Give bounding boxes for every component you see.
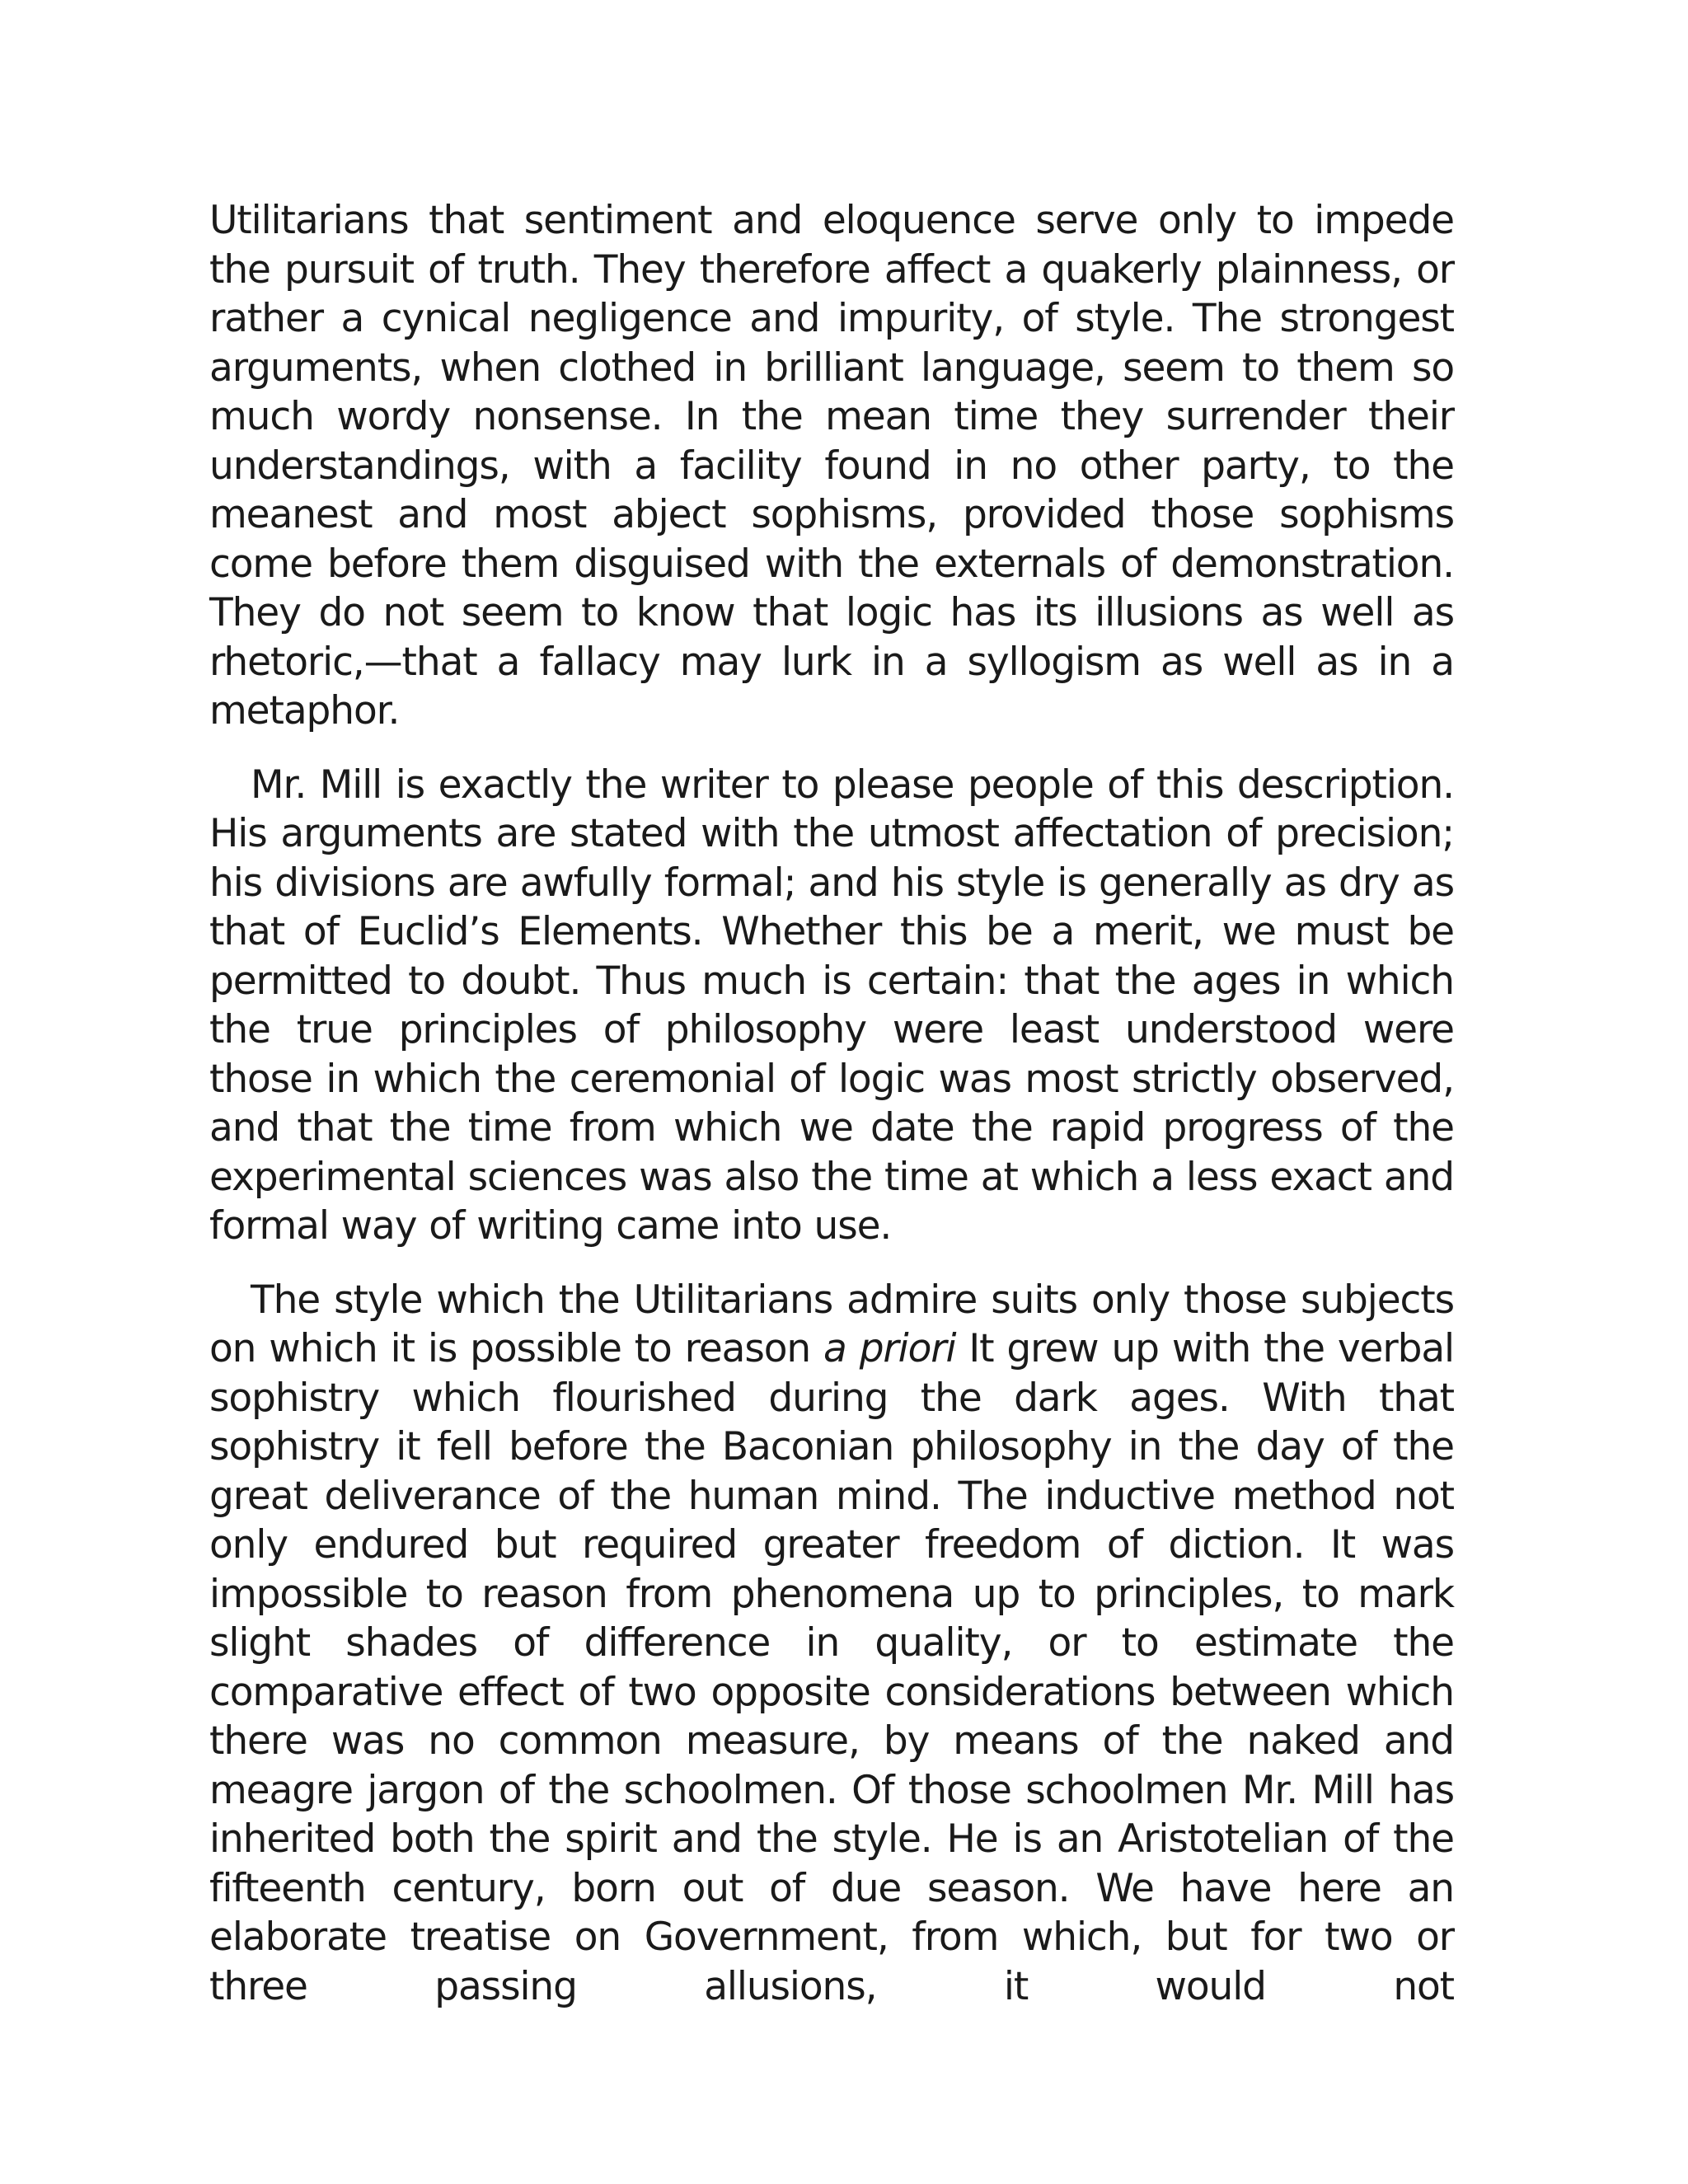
italic-phrase: a priori bbox=[823, 1326, 956, 1371]
paragraph-3 bbox=[209, 1276, 1454, 2012]
paragraph-1: Utilitarians that sentiment and eloquence serve only to impede the pursuit of truth. They therefore affect a quakerly plainness, or rather a cynical negligence and impurity, of style. The strongest arguments, when clothed in brilliant language, seem to them so much wordy nonsense. In the mean time they surrender their understandings, with a facility found in no other party, to the meanest and most abject sophisms, provided those sophisms come before them disguised with the externals of demonstration. They do not seem to know that logic has its illusions as well as rhetoric,—that a fallacy may lurk in a syllogism as well as in a metaphor. bbox=[209, 198, 1454, 733]
paragraph-2: Mr. Mill is exactly the writer to please people of this description. His arguments are stated with the utmost affectation of precision; his divisions are awfully formal; and his style is generally as dry as that of Euclid’s Elements. Whether this be a merit, we must be permitted to doubt. Thus much is certain: that the ages in which the true principles of philosophy were least understood were those in which the ceremonial of logic was most strictly observed, and that the time from which we date the rapid progress of the experimental sciences was also the time at which a less exact and formal way of writing came into use. bbox=[209, 762, 1454, 1249]
paragraph-3-text-before: The style which the Utilitarians admire suits only those subjects on which it is possible to reason bbox=[209, 1277, 1454, 1371]
paragraph-3-text-after: It grew up with the verbal sophistry which flourished during the dark ages. With that sophistry it fell before the Baconian philosophy in the day of the great deliverance of the human mind. The inductive method not only endured but required greater freedom of diction. It was impossible to reason from phenomena up to principles, to mark slight shades of difference in quality, or to estimate the comparative effect of two opposite considerations between which there was no common measure, by means of the naked and meagre jargon of the schoolmen. Of those schoolmen Mr. Mill has inherited both the spirit and the style. He is an Aristotelian of the fifteenth century, born out of due season. We have here an elaborate treatise on Government, from which, but for two or three passing allusions, it would not bbox=[209, 1326, 1454, 2009]
document-page bbox=[209, 196, 1454, 2036]
